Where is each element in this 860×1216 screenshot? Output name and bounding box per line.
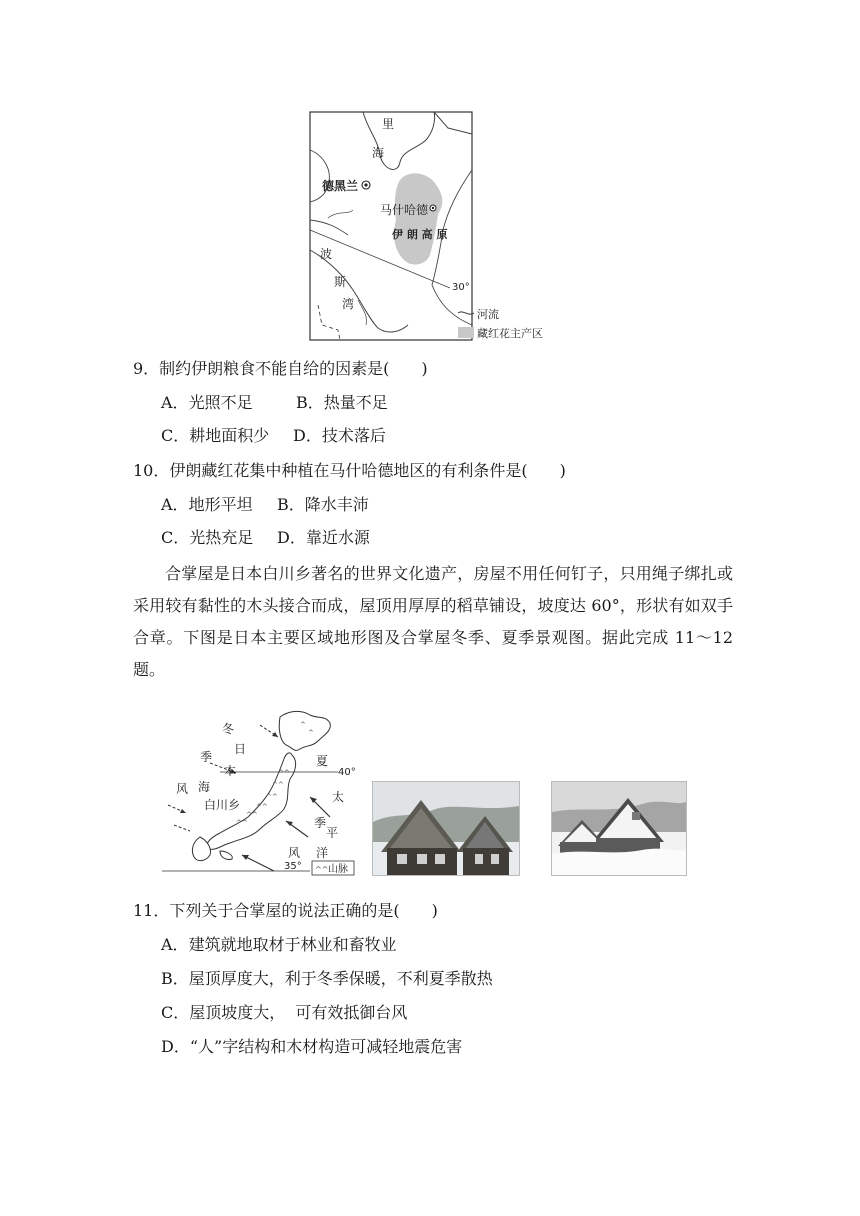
jmap-label-yang: 洋 [316,846,329,860]
jmap-label-dong: 冬 [222,722,235,736]
q9-option-a-text: 光照不足 [188,393,253,412]
saffron-legend-swatch [458,327,474,338]
q10-option-b-text: 降水丰沛 [304,495,369,514]
q9-option-d-text: 技术落后 [321,426,386,445]
q11-option-c-letter: C． [161,1003,190,1022]
legend-saffron: 藏红花主产区 [477,327,543,340]
q11-option-d[interactable] [161,1036,462,1058]
map-label-wan: 湾 [342,297,355,311]
q9-option-b-letter: B． [296,393,324,412]
svg-text:^^: ^^ [278,769,290,777]
q9-option-c[interactable] [161,425,269,447]
svg-text:^: ^ [300,721,306,729]
map-label-si: 斯 [334,275,347,289]
gassho-summer-photo [372,781,520,876]
q9-option-d-letter: D． [293,426,322,445]
q10-option-c-text: 光热充足 [189,528,254,547]
q11-option-b-text: 屋顶厚度大，利于冬季保暖，不利夏季散热 [188,969,493,988]
iran-map [308,110,558,345]
jmap-label-ji2: 季 [314,816,327,830]
q9-option-b-text: 热量不足 [323,393,388,412]
map-label-mashhad: 马什哈德 [380,203,429,217]
q11-option-a-text: 建筑就地取材于林业和畜牧业 [188,935,397,954]
jmap-label-tai: 太 [332,790,345,804]
q10-option-d-letter: D． [277,528,306,547]
intro-paragraph: 合掌屋是日本白川乡著名的世界文化遗产，房屋不用任何钉子，只用绳子绑扎或采用较有黏性的木头接合而成，屋顶用厚厚的稻草铺设，坡度达 60°，形状有如双手合章。下图是日本主要区域地形图及合掌屋冬季、夏季景观图。据此完成 11～12 题。 [133,564,733,679]
map-label-plateau: 伊 朗 高 原 [392,228,448,241]
jmap-label-hai: 海 [198,780,211,794]
map-label-bo: 波 [320,247,333,261]
q10-option-d-text: 靠近水源 [305,528,370,547]
map-label-li: 里 [382,117,395,131]
mountain-legend-icon: ^^ [315,865,329,874]
q9-option-d[interactable] [293,425,386,447]
q11-option-c-text: 屋顶坡度大， 可有效抵御台风 [189,1003,408,1022]
q11-stem: 11．下列关于合掌屋的说法正确的是( ) [133,901,438,920]
q9-option-c-text: 耕地面积少 [189,426,270,445]
q9-stem: 9．制约伊朗粮食不能自给的因素是( ) [133,359,428,378]
q9-option-b[interactable] [296,392,388,414]
jmap-label-ji: 季 [200,750,213,764]
q10-option-b[interactable] [277,494,369,516]
q10-option-c-letter: C． [161,528,190,547]
q9-option-a[interactable] [161,392,253,414]
map-label-tehran: 德黑兰 [322,179,359,193]
legend-river: 河流 [477,308,499,321]
q9-option-c-letter: C． [161,426,190,445]
q10-option-a[interactable] [161,494,253,516]
q10-option-a-text: 地形平坦 [188,495,253,514]
q10-stem: 10．伊朗藏红花集中种植在马什哈德地区的有利条件是( ) [133,461,566,480]
q10-option-a-letter: A． [161,495,189,514]
q11-option-a-letter: A． [161,935,189,954]
jmap-label-xia: 夏 [316,754,329,768]
japan-map [160,705,360,877]
q11-option-b-letter: B． [161,969,189,988]
q9-option-a-letter: A． [161,393,189,412]
map-label-lat30: 30° [452,282,470,293]
jmap-label-ri: 日 [234,742,247,756]
q11-option-a[interactable] [161,934,397,956]
svg-text:^^: ^^ [272,781,284,789]
jmap-label-lat40: 40° [338,767,356,778]
jmap-label-ping: 平 [326,826,339,840]
jmap-label-mountain: 山脉 [328,864,348,875]
svg-text:^: ^ [308,729,314,737]
gassho-winter-photo [551,781,687,876]
q10-option-b-letter: B． [277,495,305,514]
svg-text:^^: ^^ [256,803,268,811]
map-label-hai: 海 [372,146,385,160]
q10-option-c[interactable] [161,527,253,549]
q10-option-d[interactable] [277,527,370,549]
jmap-label-shirakawa: 白川乡 [204,798,241,812]
jmap-label-ben: 本 [224,764,237,778]
svg-text:^^: ^^ [246,811,258,819]
q11-option-c[interactable] [161,1002,407,1024]
jmap-label-feng: 风 [176,782,189,796]
svg-text:^^: ^^ [266,793,278,801]
jmap-label-feng2: 风 [288,846,301,860]
q11-option-b[interactable] [161,968,493,990]
q11-option-d-letter: D． [161,1037,190,1056]
svg-text:^^: ^^ [236,819,248,827]
q11-option-d-text: “人”字结构和木材构造可减轻地震危害 [189,1037,463,1056]
jmap-label-lat35: 35° [284,861,302,872]
